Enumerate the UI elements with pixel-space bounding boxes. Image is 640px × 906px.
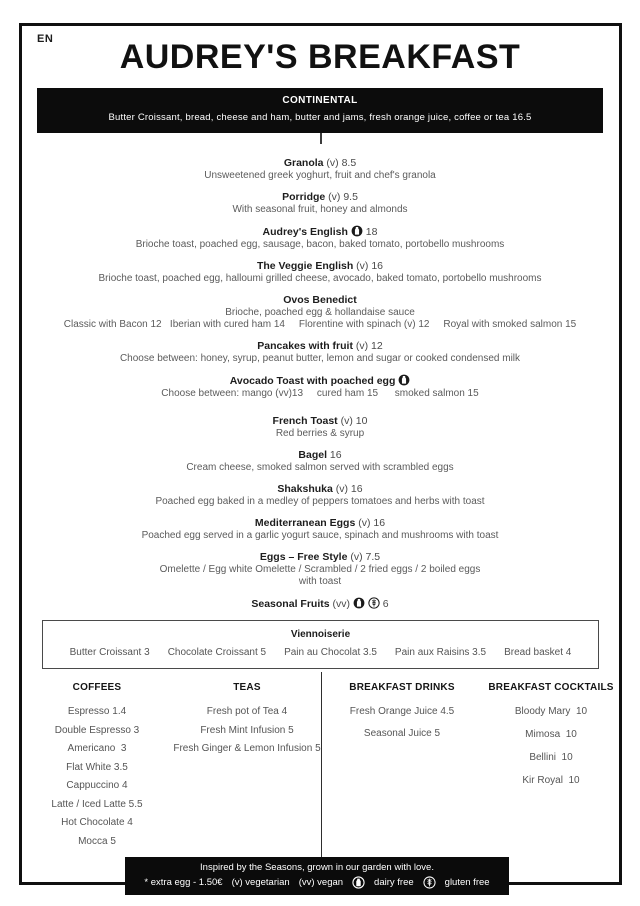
item-name: Avocado Toast with poached egg: [229, 375, 396, 387]
item-name: Pancakes with fruit: [257, 340, 353, 352]
continental-title: CONTINENTAL: [282, 95, 358, 106]
item-meta: (v) 8.5: [326, 157, 357, 169]
item-name: French Toast: [272, 415, 338, 427]
menu-item-french-toast: [30, 415, 610, 440]
item-name: Shakshuka: [277, 483, 333, 495]
item-name: The Veggie English: [256, 260, 354, 272]
menu-item-pancakes: [30, 340, 610, 365]
list-item: Bellini 10: [529, 752, 573, 763]
item-description: Unsweetened greek yoghurt, fruit and chef's granola: [204, 170, 436, 181]
dairy-free-icon: [351, 225, 363, 237]
center-tick-divider: [320, 133, 322, 144]
menu-item-eggs-free-style: [30, 551, 610, 588]
item-options: Classic with Bacon 12 Iberian with cured ham 14 Florentine with spinach (v) 12 Royal with smoked salmon 15: [63, 319, 577, 330]
item-description: Choose between: honey, syrup, peanut butter, lemon and sugar or cooked condensed milk: [119, 353, 521, 364]
item-name: Bagel: [298, 449, 327, 461]
menu-item-seasonal-fruits: [30, 597, 610, 611]
dairy-free-icon: [398, 374, 410, 386]
item-description: Brioche toast, poached egg, halloumi grilled cheese, avocado, baked tomato, portobello mushrooms: [98, 273, 542, 284]
item-name: Porridge: [282, 191, 326, 203]
gluten-free-icon: [368, 597, 380, 609]
item-description: Poached egg served in a garlic yogurt sauce, spinach and mushrooms with toast: [141, 530, 499, 541]
item-name: Mediterranean Eggs: [254, 517, 356, 529]
item-meta: (v) 16: [356, 260, 384, 272]
footer-legend: [125, 876, 509, 889]
teas-column: [172, 682, 322, 854]
item-name: Eggs – Free Style: [259, 551, 348, 563]
list-item: Seasonal Juice 5: [363, 728, 441, 739]
viennoiserie-title: Viennoiserie: [290, 629, 351, 640]
item-description: Cream cheese, smoked salmon served with scrambled eggs: [186, 462, 454, 473]
viennoiserie-item: Chocolate Croissant 5: [167, 647, 267, 658]
item-meta: (v) 10: [340, 415, 368, 427]
list-item: Mimosa 10: [525, 729, 577, 740]
breakfast-cocktails-header: BREAKFAST COCKTAILS: [488, 682, 614, 693]
list-item: Fresh Ginger & Lemon Infusion 5: [173, 743, 321, 754]
menu-item-bagel: [30, 449, 610, 474]
footer-tagline: Inspired by the Seasons, grown in our garden with love.: [200, 862, 434, 873]
item-description: Red berries & syrup: [275, 428, 365, 439]
menu-item-porridge: [30, 191, 610, 216]
list-item: Fresh pot of Tea 4: [206, 706, 288, 717]
item-description-2: with toast: [298, 576, 342, 587]
menu-item-mediterranean-eggs: [30, 517, 610, 542]
item-meta: (vv): [332, 598, 350, 610]
list-item: Flat White 3.5: [66, 761, 128, 773]
item-price: 6: [382, 598, 389, 610]
page-title: AUDREY'S BREAKFAST: [119, 38, 521, 76]
viennoiserie-item: Pain aux Raisins 3.5: [394, 647, 487, 658]
continental-description: Butter Croissant, bread, cheese and ham, butter and jams, fresh orange juice, coffee or tea 16.5: [108, 112, 532, 123]
item-meta: 16: [329, 449, 342, 461]
item-price: 18: [365, 226, 378, 238]
item-meta: (v) 12: [355, 340, 383, 352]
item-description: Poached egg baked in a medley of peppers tomatoes and herbs with toast: [155, 496, 485, 507]
list-item: Hot Chocolate 4: [61, 817, 133, 828]
breakfast-drinks-column: [322, 682, 482, 854]
continental-banner: [37, 88, 603, 133]
menu-item-audreys-english: [30, 225, 610, 251]
main-menu-list: [30, 157, 610, 620]
list-item: Espresso 1.4: [67, 706, 127, 717]
item-description: Brioche, poached egg & hollandaise sauce: [225, 307, 415, 318]
item-name: Granola: [283, 157, 324, 169]
footer-banner: [125, 857, 509, 895]
legend-vegetarian: (v) vegetarian: [231, 877, 290, 888]
legend-gluten-free: gluten free: [444, 877, 490, 888]
item-options: Choose between: mango (vv)13 cured ham 15 smoked salmon 15: [161, 388, 479, 399]
list-item: Double Espresso 3: [54, 724, 140, 736]
coffees-column: [22, 682, 172, 854]
menu-item-ovos-benedict: [30, 294, 610, 331]
item-name: Seasonal Fruits: [251, 598, 330, 610]
language-label: EN: [37, 33, 54, 45]
legend-vegan: (vv) vegan: [298, 877, 344, 888]
list-item: Cappuccino 4: [66, 780, 128, 791]
item-meta: (v) 7.5: [350, 551, 381, 563]
menu-item-avocado-toast: [30, 374, 610, 400]
list-item: Mocca 5: [78, 835, 116, 847]
list-item: Bloody Mary 10: [514, 706, 588, 717]
list-item: Kir Royal 10: [522, 775, 580, 786]
dairy-free-icon: [353, 597, 365, 609]
menu-item-veggie-english: [30, 260, 610, 285]
list-item: Americano 3: [67, 743, 127, 754]
teas-header: TEAS: [233, 682, 261, 693]
viennoiserie-item: Bread basket 4: [504, 647, 572, 658]
item-name: Ovos Benedict: [283, 294, 357, 306]
breakfast-cocktails-column: [482, 682, 620, 854]
list-item: Fresh Orange Juice 4.5: [349, 706, 455, 717]
coffees-header: COFFEES: [72, 682, 122, 693]
viennoiserie-box: [42, 620, 599, 669]
dairy-free-icon: [352, 876, 365, 889]
item-meta: (v) 16: [358, 517, 386, 529]
gluten-free-icon: [423, 876, 436, 889]
breakfast-drinks-header: BREAKFAST DRINKS: [349, 682, 455, 693]
legend-dairy-free: dairy free: [374, 877, 414, 888]
item-meta: (v) 9.5: [328, 191, 358, 203]
item-description: Brioche toast, poached egg, sausage, bacon, baked tomato, portobello mushrooms: [135, 239, 505, 250]
menu-item-shakshuka: [30, 483, 610, 508]
list-item: Latte / Iced Latte 5.5: [51, 798, 143, 810]
item-description: With seasonal fruit, honey and almonds: [232, 204, 408, 215]
list-item: Fresh Mint Infusion 5: [200, 724, 294, 736]
item-meta: (v) 16: [335, 483, 363, 495]
menu-item-granola: [30, 157, 610, 182]
viennoiserie-item: Pain au Chocolat 3.5: [284, 647, 377, 658]
legend-extra-egg: * extra egg - 1.50€: [144, 877, 223, 888]
viennoiserie-item: Butter Croissant 3: [69, 647, 150, 658]
item-name: Audrey's English: [262, 226, 348, 238]
column-divider: [321, 672, 322, 857]
item-description: Omelette / Egg white Omelette / Scrambled / 2 fried eggs / 2 boiled eggs: [159, 564, 481, 575]
